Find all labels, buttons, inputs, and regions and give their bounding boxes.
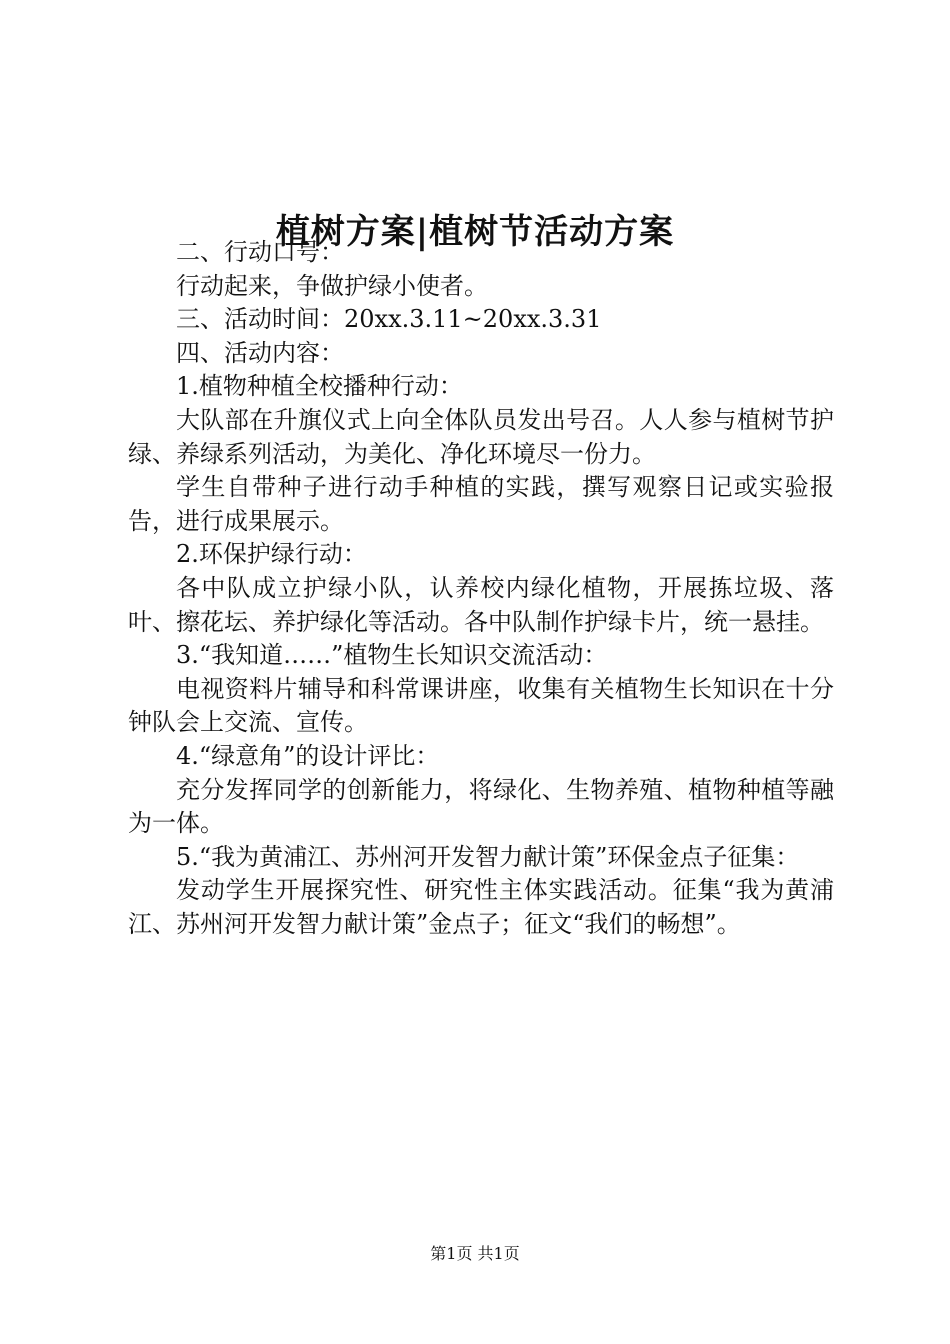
- item-heading-2: 2.环保护绿行动：: [176, 540, 367, 569]
- paragraph: 电视资料片辅导和科常课讲座，收集有关植物生长知识在十分钟队会上交流、宣传。: [128, 674, 834, 737]
- item-heading-5: 5.“我为黄浦江、苏州河开发智力献计策”环保金点子征集：: [176, 842, 800, 871]
- paragraph: 发动学生开展探究性、研究性主体实践活动。征集“我为黄浦江、苏州河开发智力献计策”金点子；征文“我们的畅想”。: [128, 876, 834, 938]
- paragraph: 学生自带种子进行动手种植的实践，撰写观察日记或实验报告，进行成果展示。: [128, 473, 834, 535]
- paragraph: 各中队成立护绿小队，认养校内绿化植物，开展拣垃圾、落叶、擦花坛、养护绿化等活动。各中队制作护绿卡片，统一悬挂。: [128, 573, 834, 636]
- paragraph-slogan: 行动起来，争做护绿小使者。: [176, 271, 488, 300]
- item-heading-4: 4.“绿意角”的设计评比：: [176, 741, 440, 770]
- section-heading-time: 三、活动时间：20xx.3.11~20xx.3.31: [176, 305, 602, 334]
- section-heading-content: 四、活动内容：: [176, 338, 344, 367]
- section-heading-slogan: 二、行动口号：: [176, 238, 344, 266]
- item-heading-1: 1.植物种植全校播种行动：: [176, 372, 463, 401]
- paragraph: 充分发挥同学的创新能力，将绿化、生物养殖、植物种植等融为一体。: [128, 775, 834, 838]
- paragraph: 大队部在升旗仪式上向全体队员发出号召。人人参与植树节护绿、养绿系列活动，为美化、净化环境尽一份力。: [128, 405, 834, 468]
- document-title: 植树方案|植树节活动方案: [275, 211, 675, 252]
- page-number-footer: 第1页 共1页: [430, 1244, 520, 1263]
- item-heading-3: 3.“我知道……”植物生长知识交流活动：: [176, 641, 608, 670]
- document-body: [128, 236, 834, 941]
